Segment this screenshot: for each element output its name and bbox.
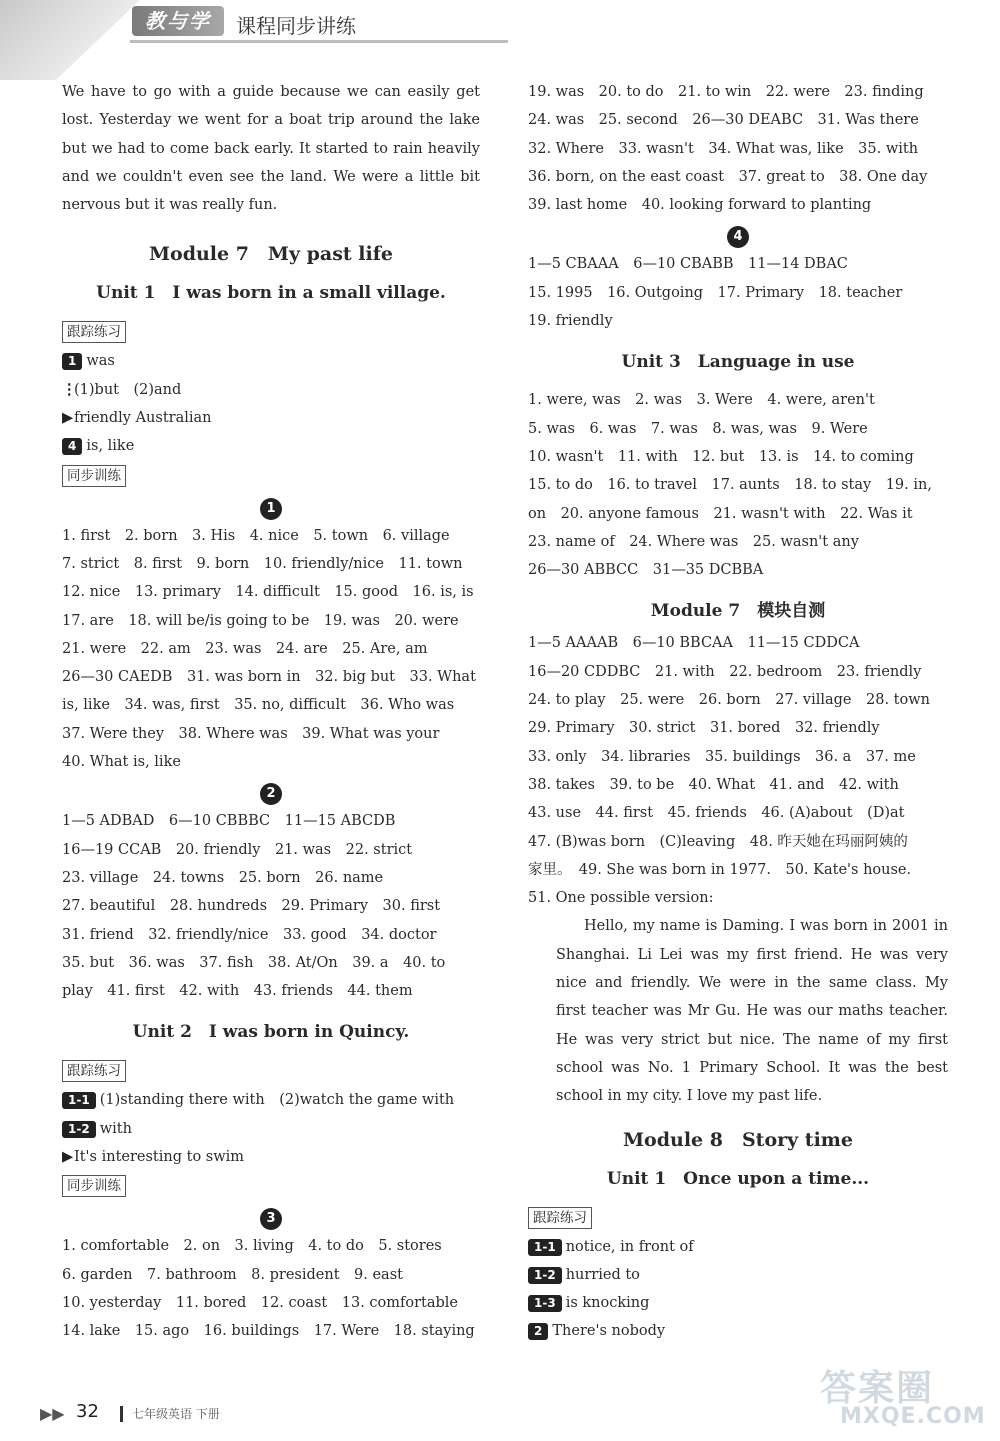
item-badge: 1-2 xyxy=(528,1267,562,1284)
list-item xyxy=(528,1261,948,1289)
left-column xyxy=(62,78,480,1346)
answer-line: 1—5 ADBAD 6—10 CBBBC 11—15 ABCDB xyxy=(62,813,396,830)
item-badge: 2 xyxy=(528,1323,548,1340)
answer-text: hurried to xyxy=(565,1266,640,1283)
unit3-answers xyxy=(528,386,948,584)
section4-answers xyxy=(528,250,948,335)
answer-line: 19. was 20. to do 21. to win 22. were 23. finding xyxy=(528,84,924,100)
answer-line: 27. beautiful 28. hundreds 29. Primary 30. first xyxy=(62,898,441,915)
answer-text: notice, in front of xyxy=(565,1238,694,1255)
answer-text: (1)standing there with (2)watch the game with xyxy=(99,1092,455,1109)
answer-text: friendly Australian xyxy=(74,410,212,427)
sync-training-tag: 同步训练 xyxy=(62,1175,126,1197)
item-badge: 1-1 xyxy=(528,1239,562,1256)
section2-answers xyxy=(62,807,480,1005)
module8-unit1-title: Unit 1 Once upon a time... xyxy=(606,1168,870,1189)
header-title: 课程同步讲练 xyxy=(236,14,356,38)
right-column xyxy=(528,78,948,1346)
answer-line: 16—20 CDDBC 21. with 22. bedroom 23. friendly xyxy=(528,663,922,680)
sync-training-tag: 同步训练 xyxy=(62,465,126,487)
answer-line: 24. to play 25. were 26. born 27. village 28. town xyxy=(528,692,930,709)
unit2-title: Unit 2 I was born in Quincy. xyxy=(132,1022,410,1043)
list-item xyxy=(62,1143,480,1171)
answer-line: 16—19 CCAB 20. friendly 21. was 22. strict xyxy=(62,841,413,858)
answer-line: 7. strict 8. first 9. born 10. friendly/nice 11. town xyxy=(62,555,463,572)
answer-line: 26—30 ABBCC 31—35 DCBBA xyxy=(528,562,764,579)
answer-line: 12. nice 13. primary 14. difficult 15. good 16. is, is xyxy=(62,584,474,601)
list-item xyxy=(62,432,480,460)
answer-line: 29. Primary 30. strict 31. bored 32. friendly xyxy=(528,720,880,737)
header-rule xyxy=(130,40,508,43)
answer-line: 33. only 34. libraries 35. buildings 36. a 37. me xyxy=(528,748,916,765)
answer-line: 家里。 49. She was born in 1977. 50. Kate's house. xyxy=(528,861,912,878)
track-practice-tag: 跟踪练习 xyxy=(62,321,126,343)
answer-line: play 41. first 42. with 43. friends 44. them xyxy=(62,983,413,1000)
answer-line: 24. was 25. second 26—30 DEABC 31. Was there xyxy=(528,112,919,129)
watermark-top: 答案圈 xyxy=(820,1368,935,1409)
list-item xyxy=(62,1086,480,1114)
answer-line: 1—5 CBAAA 6—10 CBABB 11—14 DBAC xyxy=(528,256,848,273)
answer-line: 14. lake 15. ago 16. buildings 17. Were 18. staying xyxy=(62,1323,475,1340)
item-mark: ⋮ xyxy=(62,380,77,398)
section-number: 1 xyxy=(260,498,282,520)
list-item xyxy=(528,1317,948,1345)
answer-text: (1)but (2)and xyxy=(74,381,182,398)
module8-title: Module 8 Story time xyxy=(623,1128,853,1151)
footer-divider xyxy=(120,1406,123,1422)
answer-line: 23. name of 24. Where was 25. wasn't any xyxy=(528,533,859,550)
answer-line: 38. takes 39. to be 40. What 41. and 42. with xyxy=(528,776,899,793)
answer-line: 21. were 22. am 23. was 24. are 25. Are, am xyxy=(62,640,428,657)
list-item xyxy=(528,1233,948,1261)
answer-line: 6. garden 7. bathroom 8. president 9. east xyxy=(62,1266,403,1283)
watermark-bottom: MXQE.COM xyxy=(840,1404,986,1429)
section3-answers xyxy=(62,1232,480,1345)
answer-line: 37. Were they 38. Where was 39. What was your xyxy=(62,725,440,742)
item-badge: 1-2 xyxy=(62,1121,96,1138)
answer-line: is, like 34. was, first 35. no, difficult 36. Who was xyxy=(62,697,455,714)
answer-line: 15. 1995 16. Outgoing 17. Primary 18. teacher xyxy=(528,284,903,301)
module-test-title: Module 7 模块自测 xyxy=(650,601,826,622)
answer-line: 5. was 6. was 7. was 8. was, was 9. Were xyxy=(528,420,868,437)
answer-line: on 20. anyone famous 21. wasn't with 22. Was it xyxy=(528,505,913,522)
answer-line: 17. are 18. will be/is going to be 19. was 20. were xyxy=(62,612,459,629)
header-decoration xyxy=(0,0,140,80)
answer-line: 1. were, was 2. was 3. Were 4. were, aren't xyxy=(528,392,875,409)
section1-answers xyxy=(62,522,480,777)
answer-line: 19. friendly xyxy=(528,313,613,330)
answer-line: 36. born, on the east coast 37. great to 38. One day xyxy=(528,168,928,185)
book-title: 七年级英语 下册 xyxy=(132,1407,220,1421)
list-item xyxy=(62,347,480,375)
answer-line: 51. One possible version: xyxy=(528,890,714,907)
intro-paragraph: We have to go with a guide because we can easily get lost. Yesterday we went for a boat trip around the lake but we had to come back early. It started to rain heavily and we couldn't even see the land. We were a little bit nervous but it was really fun. xyxy=(62,84,480,214)
item-badge: 4 xyxy=(62,438,82,455)
item-badge: 1-1 xyxy=(62,1092,96,1109)
unit1-title: Unit 1 I was born in a small village. xyxy=(96,283,446,304)
item-badge: 1 xyxy=(62,353,82,370)
answer-line: 26—30 CAEDB 31. was born in 32. big but 33. What xyxy=(62,669,476,686)
answer-line: 1. first 2. born 3. His 4. nice 5. town 6. village xyxy=(62,527,450,544)
section-number: 4 xyxy=(727,226,749,248)
arrow-icon: ▶▶ xyxy=(40,1404,65,1423)
answer-text: is knocking xyxy=(565,1295,650,1312)
watermark xyxy=(800,1360,990,1438)
module-test-answers xyxy=(528,629,948,912)
answer-line: 23. village 24. towns 25. born 26. name xyxy=(62,869,384,886)
answer-text: is, like xyxy=(86,438,135,455)
item-mark: ▶ xyxy=(62,409,74,427)
header-logo: 教与学 xyxy=(132,6,224,36)
essay-paragraph: Hello, my name is Daming. I was born in 2001 in Shanghai. Li Lei was my first friend. He was very nice and friendly. We were in the same class. My first teacher was Mr Gu. He was our maths teacher. He was very strict but nice. The name of my first school was No. 1 Primary School. It was the best school in my city. I love my past life. xyxy=(556,918,948,1105)
answer-line: 43. use 44. first 45. friends 46. (A)about (D)at xyxy=(528,805,905,822)
page-number: 32 xyxy=(76,1401,99,1422)
answer-line: 39. last home 40. looking forward to planting xyxy=(528,197,872,214)
item-badge: 1-3 xyxy=(528,1295,562,1312)
item-mark: ▶ xyxy=(62,1148,74,1166)
section-number: 2 xyxy=(260,783,282,805)
answer-line: 1. comfortable 2. on 3. living 4. to do 5. stores xyxy=(62,1238,442,1255)
answer-text: was xyxy=(86,353,115,370)
answer-text: with xyxy=(99,1120,132,1137)
page-footer xyxy=(40,1398,340,1428)
answer-text: There's nobody xyxy=(552,1323,666,1340)
answer-line: 10. yesterday 11. bored 12. coast 13. comfortable xyxy=(62,1294,459,1311)
page-header xyxy=(0,0,520,80)
list-item xyxy=(528,1289,948,1317)
track-practice-tag: 跟踪练习 xyxy=(528,1207,592,1229)
answer-text: It's interesting to swim xyxy=(74,1149,245,1166)
module-title: Module 7 My past life xyxy=(148,243,393,266)
section3-continued xyxy=(528,78,948,219)
answer-line: 10. wasn't 11. with 12. but 13. is 14. to coming xyxy=(528,448,914,465)
answer-line: 35. but 36. was 37. fish 38. At/On 39. a 40. to xyxy=(62,954,446,971)
list-item xyxy=(62,376,480,404)
answer-line: 40. What is, like xyxy=(62,754,181,771)
section-number: 3 xyxy=(260,1208,282,1230)
track-practice-tag: 跟踪练习 xyxy=(62,1060,126,1082)
answer-line: 1—5 AAAAB 6—10 BBCAA 11—15 CDDCA xyxy=(528,635,860,652)
answer-line: 31. friend 32. friendly/nice 33. good 34. doctor xyxy=(62,926,437,943)
list-item xyxy=(62,1115,480,1143)
answer-line: 47. (B)was born (C)leaving 48. 昨天她在玛丽阿姨的 xyxy=(528,833,908,850)
list-item xyxy=(62,404,480,432)
answer-line: 32. Where 33. wasn't 34. What was, like 35. with xyxy=(528,140,919,157)
answer-line: 15. to do 16. to travel 17. aunts 18. to stay 19. in, xyxy=(528,477,932,494)
unit3-title: Unit 3 Language in use xyxy=(621,352,855,373)
